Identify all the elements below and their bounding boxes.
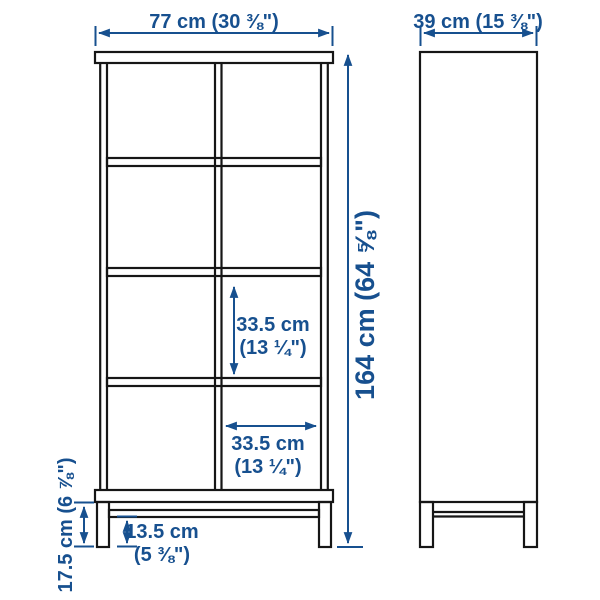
base-clearance-label-line2: (5 ⅜") — [133, 544, 191, 566]
dimensions — [55, 11, 543, 593]
width-dimension-label: 77 cm (30 ⅜") — [149, 11, 279, 33]
side-front-leg — [420, 502, 433, 547]
base-height-label: 17.5 cm (6 ⅞") — [55, 457, 77, 593]
inner-width-label-line1: 33.5 cm — [231, 433, 305, 455]
front-right-leg — [319, 502, 331, 547]
depth-dimension-label: 39 cm (15 ⅜") — [413, 11, 543, 33]
front-underframe-rail — [109, 510, 319, 517]
inner-height-label-line1: 33.5 cm — [236, 314, 310, 336]
side-body — [420, 52, 537, 502]
inner-height-label-line2: (13 ¼") — [239, 337, 307, 359]
front-bottom-panel — [95, 490, 333, 502]
inner-width-label-line2: (13 ¼") — [234, 456, 302, 478]
side-back-leg — [524, 502, 537, 547]
height-dimension-label: 164 cm (64 ⅝") — [350, 210, 380, 400]
front-top-panel — [95, 52, 333, 63]
base-clearance-label-line1: 13.5 cm — [125, 521, 199, 543]
front-left-leg — [97, 502, 109, 547]
side-view — [420, 52, 537, 547]
